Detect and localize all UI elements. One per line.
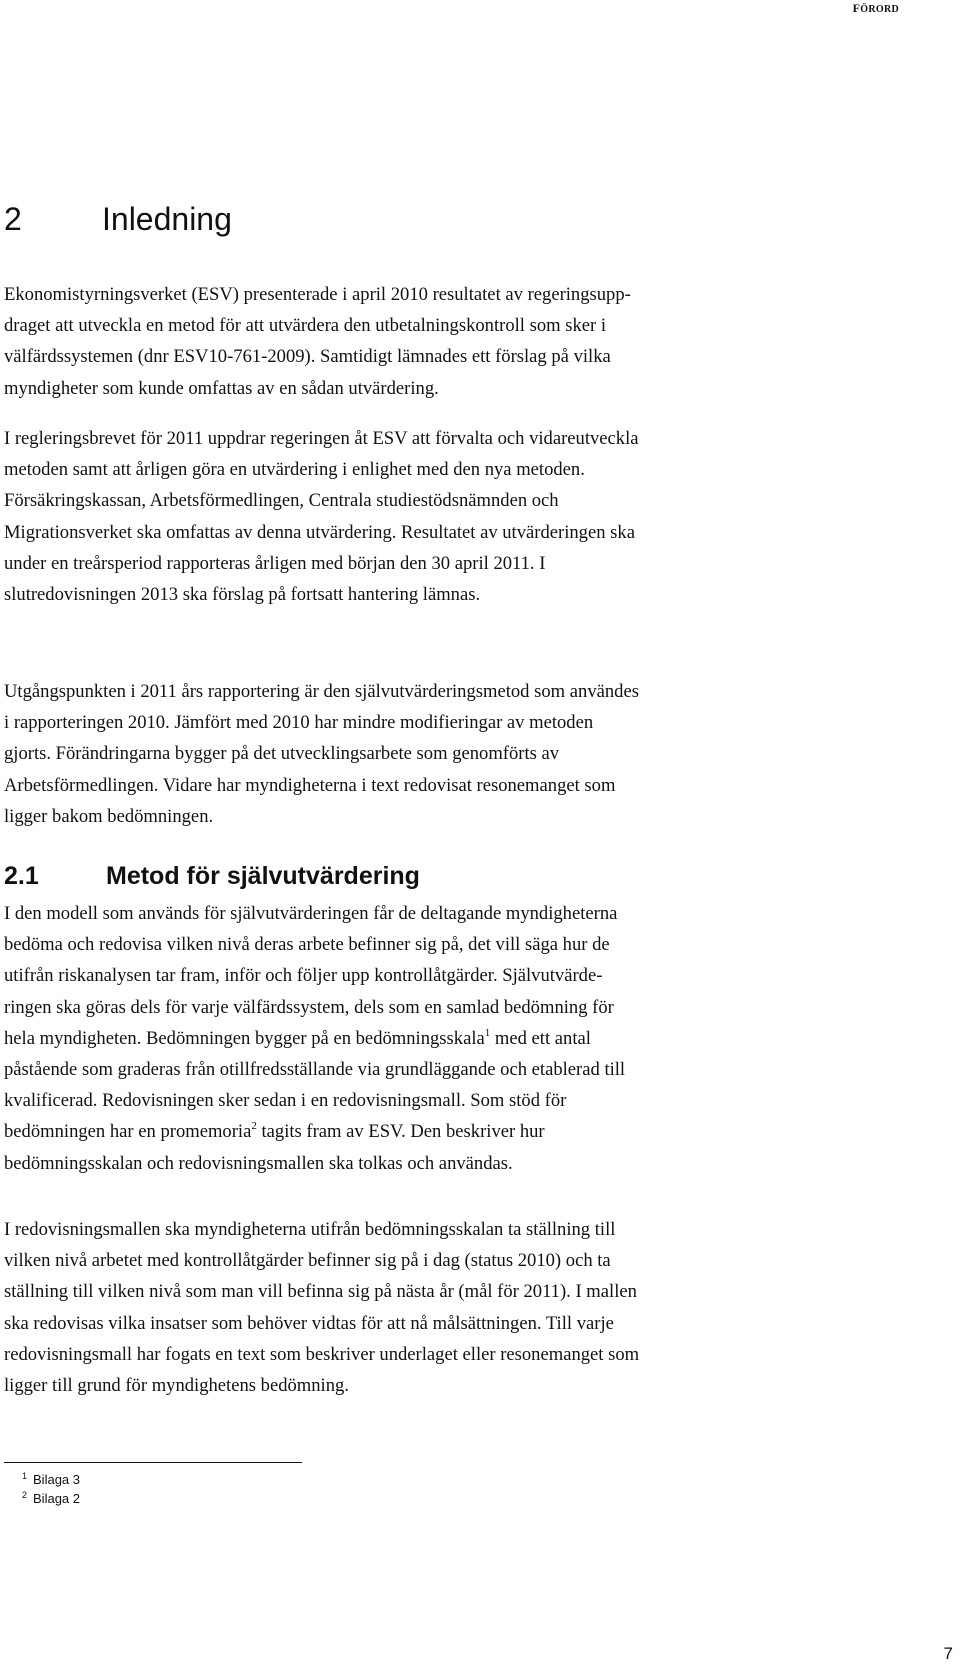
section-heading — [4, 860, 420, 892]
text-segment: tagits fram av ESV. Den beskriver hur — [256, 1121, 545, 1143]
chapter-title: Inledning — [102, 201, 232, 237]
footnote — [22, 1471, 80, 1489]
page-number: 7 — [943, 1644, 953, 1663]
footnote-mark: 1 — [22, 1471, 28, 1481]
intro-paragraph — [4, 279, 804, 404]
text-line: påstående som graderas från otillfredsställande via grundläggande och etablerad till — [4, 1059, 626, 1081]
text-line: välfärdssystemen (dnr ESV10-761-2009). Samtidigt lämnades ett förslag på vilka — [4, 346, 611, 368]
chapter-heading — [4, 199, 232, 239]
text-line: vilken nivå arbetet med kontrollåtgärder befinner sig på i dag (status 2010) och ta — [4, 1250, 611, 1272]
text-line: ligger bakom bedömningen. — [4, 805, 214, 827]
text-line: i rapporteringen 2010. Jämfört med 2010 har mindre modifieringar av metoden — [4, 712, 594, 734]
text-line: ringen ska göras dels för varje välfärdssystem, dels som en samlad bedömning för — [4, 996, 614, 1018]
text-line: Utgångspunkten i 2011 års rapportering är den självutvärderingsmetod som användes — [4, 681, 639, 702]
text-line: ligger till grund för myndighetens bedömning. — [4, 1375, 349, 1397]
footnote-divider — [4, 1462, 302, 1463]
chapter-number: 2 — [4, 201, 22, 237]
footnote — [22, 1490, 80, 1508]
footnote-reference: 1 — [484, 1026, 491, 1039]
text-line: I redovisningsmallen ska myndigheterna utifrån bedömningsskalan ta ställning till — [4, 1219, 616, 1240]
section-number: 2.1 — [4, 862, 39, 890]
text-line: slutredovisningen 2013 ska förslag på fortsatt hantering lämnas. — [4, 584, 481, 606]
text-line — [4, 1023, 804, 1054]
text-line: ska redovisas vilka insatser som behöver vidtas för att nå målsättningen. Till varje — [4, 1312, 614, 1334]
footnote-reference: 2 — [251, 1120, 257, 1133]
intro-paragraph — [4, 423, 804, 610]
text-segment: med ett antal — [490, 1027, 591, 1049]
text-line: Migrationsverket ska omfattas av denna utvärdering. Resultatet av utvärderingen ska — [4, 521, 635, 543]
text-line: I den modell som används för självutvärderingen får de deltagande myndigheterna — [4, 903, 618, 924]
section-paragraph — [4, 1214, 804, 1401]
text-line: bedömningsskalan och redovisningsmallen ska tolkas och användas. — [4, 1152, 513, 1174]
footnote-mark: 2 — [22, 1490, 28, 1500]
text-line: redovisningsmall har fogats en text som beskriver underlaget eller resonemanget som — [4, 1343, 640, 1365]
section-paragraph — [4, 898, 804, 1179]
text-line: Ekonomistyrningsverket (ESV) presenterade i april 2010 resultatet av regeringsupp- — [4, 284, 631, 305]
text-line: myndigheter som kunde omfattas av en sådan utvärdering. — [4, 377, 439, 399]
intro-paragraph — [4, 676, 804, 832]
text-segment: bedömningen har en promemoria — [4, 1121, 252, 1143]
running-header-rest: ÖRORD — [860, 4, 899, 15]
text-line — [4, 1116, 804, 1147]
text-line: draget att utveckla en metod för att utvärdera den utbetalningskontroll som sker i — [4, 315, 607, 337]
footnote-text: Bilaga 3 — [33, 1472, 80, 1487]
text-line: bedöma och redovisa vilken nivå deras arbete befinner sig på, det vill säga hur de — [4, 934, 610, 956]
text-line: metoden samt att årligen göra en utvärdering i enlighet med den nya metoden. — [4, 459, 585, 481]
footnote-text: Bilaga 2 — [33, 1491, 80, 1506]
text-segment: hela myndigheten. Bedömningen bygger på en bedömningsskala — [4, 1027, 485, 1049]
text-line: Arbetsförmedlingen. Vidare har myndigheterna i text redovisat resonemanget som — [4, 774, 616, 796]
running-header-initial: F — [852, 1, 861, 15]
running-header — [853, 1, 899, 16]
text-line: under en treårsperiod rapporteras årligen med början den 30 april 2011. I — [4, 552, 546, 574]
text-line: ställning till vilken nivå som man vill befinna sig på nästa år (mål för 2011). I mallen — [4, 1281, 637, 1303]
text-line: utifrån riskanalysen tar fram, inför och följer upp kontrollåtgärder. Självutvärde- — [4, 965, 603, 987]
text-line: I regleringsbrevet för 2011 uppdrar regeringen åt ESV att förvalta och vidareutveckla — [4, 428, 639, 449]
section-title: Metod för självutvärdering — [106, 862, 420, 890]
text-line: kvalificerad. Redovisningen sker sedan i en redovisningsmall. Som stöd för — [4, 1090, 567, 1112]
text-line: gjorts. Förändringarna bygger på det utvecklingsarbete som genomförts av — [4, 743, 560, 765]
text-line: Försäkringskassan, Arbetsförmedlingen, Centrala studiestödsnämnden och — [4, 490, 559, 512]
